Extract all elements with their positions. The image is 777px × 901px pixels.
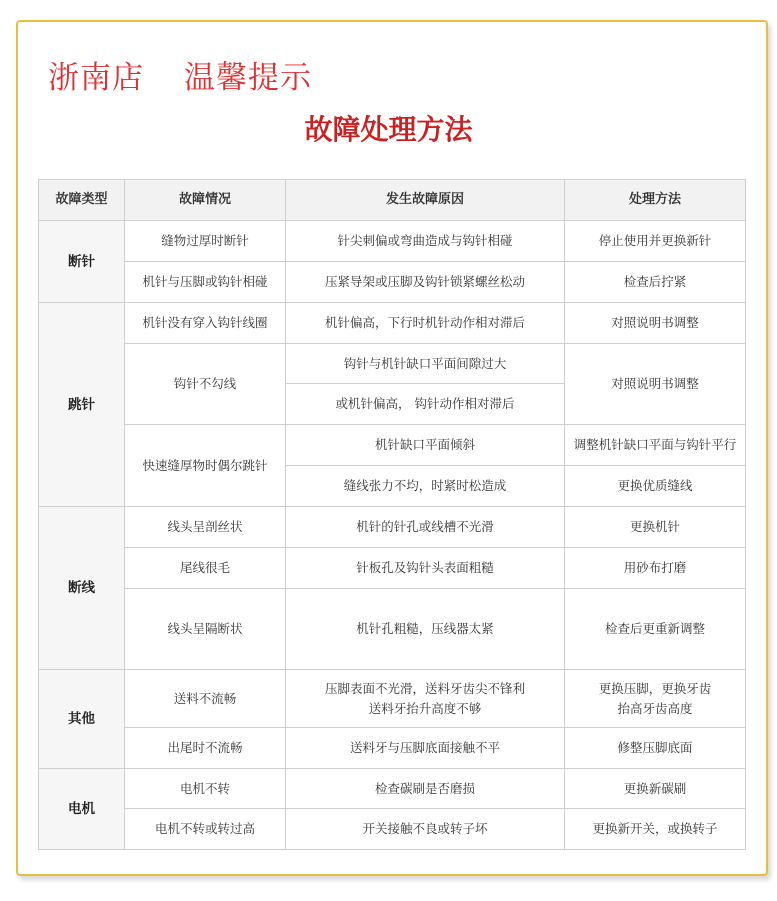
fault-method: 检查后拧紧 [565,262,746,303]
cause-line: 送料牙抬升高度不够 [368,700,482,716]
table-row [39,221,746,262]
fault-situation: 机针与压脚或钩针相碰 [125,262,286,303]
fault-situation: 缝物过厚时断针 [125,221,286,262]
tip-label: 温馨提示 [184,60,312,96]
fault-cause: 机针缺口平面倾斜 [286,425,565,466]
fault-type: 断针 [39,221,125,303]
header [48,52,312,97]
table-row [39,262,746,303]
fault-method: 对照说明书调整 [565,344,746,425]
fault-situation: 出尾时不流畅 [125,728,286,769]
fault-method: 用砂布打磨 [565,548,746,589]
fault-cause: 缝线张力不均，时紧时松造成 [286,466,565,507]
method-line: 更换压脚，更换牙齿 [598,680,712,696]
fault-situation: 尾线很毛 [125,548,286,589]
fault-type: 电机 [39,769,125,850]
table-row [39,303,746,344]
fault-method: 更换新开关，或换转子 [565,809,746,850]
fault-method: 更换新碳刷 [565,769,746,809]
fault-type: 跳针 [39,303,125,507]
fault-cause: 机针的针孔或线槽不光滑 [286,507,565,548]
table-row [39,589,746,670]
header-method: 处理方法 [565,180,746,221]
fault-method: 检查后更重新调整 [565,589,746,670]
table-row [39,425,746,466]
header-situation: 故障情况 [125,180,286,221]
fault-method: 更换优质缝线 [565,466,746,507]
fault-type: 其他 [39,670,125,769]
table-row [39,728,746,769]
fault-cause: 开关接触不良或转子坏 [286,809,565,850]
fault-method [565,670,746,728]
page-title: 故障处理方法 [304,113,473,146]
fault-cause [286,670,565,728]
fault-cause: 检查碳刷是否磨损 [286,769,565,809]
method-line: 抬高牙齿高度 [617,700,693,716]
fault-cause: 压紧导架或压脚及钩针锁紧螺丝松动 [286,262,565,303]
fault-method: 调整机针缺口平面与钩针平行 [565,425,746,466]
fault-cause: 针板孔及钩针头表面粗糙 [286,548,565,589]
fault-method: 停止使用并更换新针 [565,221,746,262]
fault-cause: 钩针与机针缺口平面间隙过大 [286,344,565,384]
fault-situation: 快速缝厚物时偶尔跳针 [125,425,286,507]
table-row [39,670,746,728]
fault-situation: 钩针不勾线 [125,344,286,425]
header-cause: 发生故障原因 [286,180,565,221]
fault-situation: 电机不转 [125,769,286,809]
fault-situation: 线头呈隔断状 [125,589,286,670]
fault-situation: 送料不流畅 [125,670,286,728]
fault-situation: 机针没有穿入钩针线圈 [125,303,286,344]
store-name: 浙南店 [48,60,144,96]
fault-method: 更换机针 [565,507,746,548]
fault-cause: 机针偏高，下行时机针动作相对滞后 [286,303,565,344]
table-row [39,344,746,384]
table-row [39,769,746,809]
table-row [39,548,746,589]
fault-cause: 针尖刺偏或弯曲造成与钩针相碰 [286,221,565,262]
fault-method: 对照说明书调整 [565,303,746,344]
table-header-row [39,180,746,221]
header-type: 故障类型 [39,180,125,221]
cause-line: 压脚表面不光滑，送料牙齿尖不锋利 [324,680,525,696]
fault-type: 断线 [39,507,125,670]
fault-cause: 或机针偏高， 钩针动作相对滞后 [286,384,565,425]
table-row [39,507,746,548]
table-row [39,809,746,850]
fault-cause: 机针孔粗糙，压线器太紧 [286,589,565,670]
fault-method: 修整压脚底面 [565,728,746,769]
fault-situation: 线头呈剖丝状 [125,507,286,548]
fault-situation: 电机不转或转过高 [125,809,286,850]
fault-table [38,179,746,850]
fault-cause: 送料牙与压脚底面接触不平 [286,728,565,769]
